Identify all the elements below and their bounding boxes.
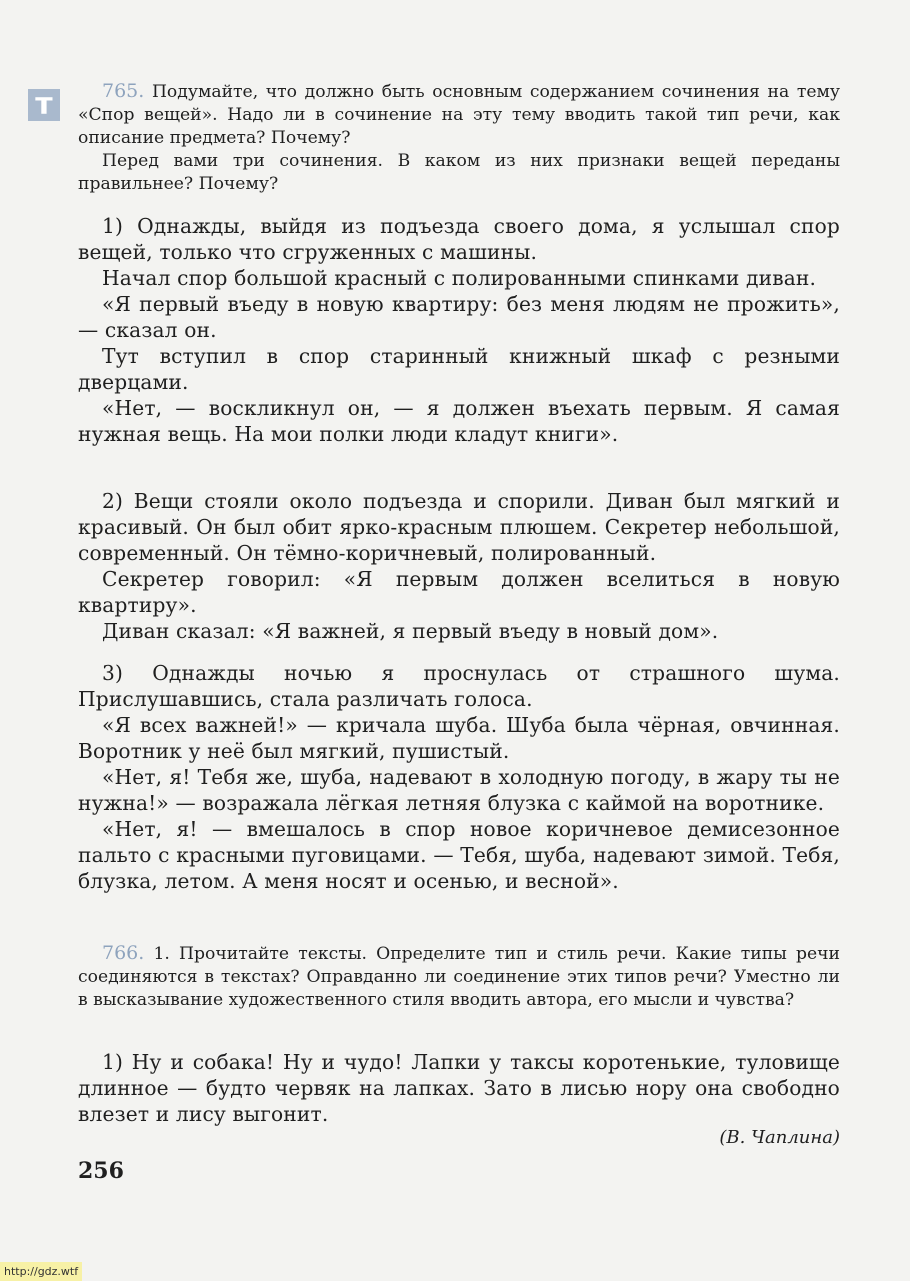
exercise-766-text-1 — [78, 1049, 840, 1148]
essay-3 — [78, 660, 840, 894]
essay-1 — [78, 213, 840, 447]
essay-paragraph: Тут вступил в спор старинный книжный шкаф с резными дверцами. — [78, 344, 840, 394]
essay-paragraph: Секретер говорил: «Я первым должен вселиться в новую квартиру». — [78, 567, 840, 617]
exercise-number: 765. — [102, 80, 145, 102]
essay-paragraph: 3) Однажды ночью я проснулась от страшного шума. Прислушавшись, стала различать голоса. — [78, 661, 840, 711]
exercise-765-question-1: 765. Подумайте, что должно быть основным содержанием сочинения на тему «Спор вещей». Надо ли в сочинение на эту тему вводить такой тип речи, как описание предмета? Почему? — [78, 80, 840, 148]
exercise-765-prompt — [78, 80, 840, 196]
exercise-766-prompt — [78, 942, 840, 1012]
essay-paragraph: «Нет, я! — вмешалось в спор новое коричневое демисезонное пальто с красными пуговицами. — Тебя, шуба, надевают зимой. Тебя, блузка, летом. А меня носят и осенью, и весной». — [78, 817, 840, 893]
text-paragraph: 1) Ну и собака! Ну и чудо! Лапки у таксы коротенькие, туловище длинное — будто червяк на лапках. Зато в лисью нору она свободно влезет и лису выгонит. — [78, 1050, 840, 1126]
essay-paragraph: «Нет, — воскликнул он, — я должен въехать первым. Я самая нужная вещь. На мои полки люди кладут книги». — [78, 396, 840, 446]
page-number: 256 — [78, 1158, 124, 1184]
essay-paragraph: 2) Вещи стояли около подъезда и спорили. Диван был мягкий и красивый. Он был обит ярко-красным плюшем. Секретер небольшой, современный. Он тёмно-коричневый, полированный. — [78, 489, 840, 565]
source-watermark: http://gdz.wtf — [0, 1262, 82, 1281]
essay-2 — [78, 488, 840, 644]
exercise-766-question: 766. 1. Прочитайте тексты. Определите тип и стиль речи. Какие типы речи соединяются в текстах? Оправданно ли соединение этих типов речи? Уместно ли в высказывание художественного стиля вводить автора, его мысли и чувства? — [78, 942, 840, 1010]
exercise-number: 766. — [102, 942, 145, 964]
essay-paragraph: Диван сказал: «Я важней, я первый въеду в новый дом». — [102, 619, 719, 643]
theory-marker-icon: т — [28, 89, 60, 121]
exercise-765-question-2: Перед вами три сочинения. В каком из них признаки вещей переданы правильнее? Почему? — [78, 151, 840, 194]
essay-paragraph: «Я всех важней!» — кричала шуба. Шуба была чёрная, овчинная. Воротник у неё был мягкий, пушистый. — [78, 713, 840, 763]
essay-paragraph: 1) Однажды, выйдя из подъезда своего дома, я услышал спор вещей, только что сгруженных с машины. — [78, 214, 840, 264]
essay-paragraph: «Нет, я! Тебя же, шуба, надевают в холодную погоду, в жару ты не нужна!» — возражала лёгкая летняя блузка с каймой на воротнике. — [78, 765, 840, 815]
essay-paragraph: Начал спор большой красный с полированными спинками диван. — [102, 266, 817, 290]
author-credit: (В. Чаплина) — [719, 1127, 840, 1148]
essay-paragraph: «Я первый въеду в новую квартиру: без меня людям не прожить», — сказал он. — [78, 292, 840, 342]
